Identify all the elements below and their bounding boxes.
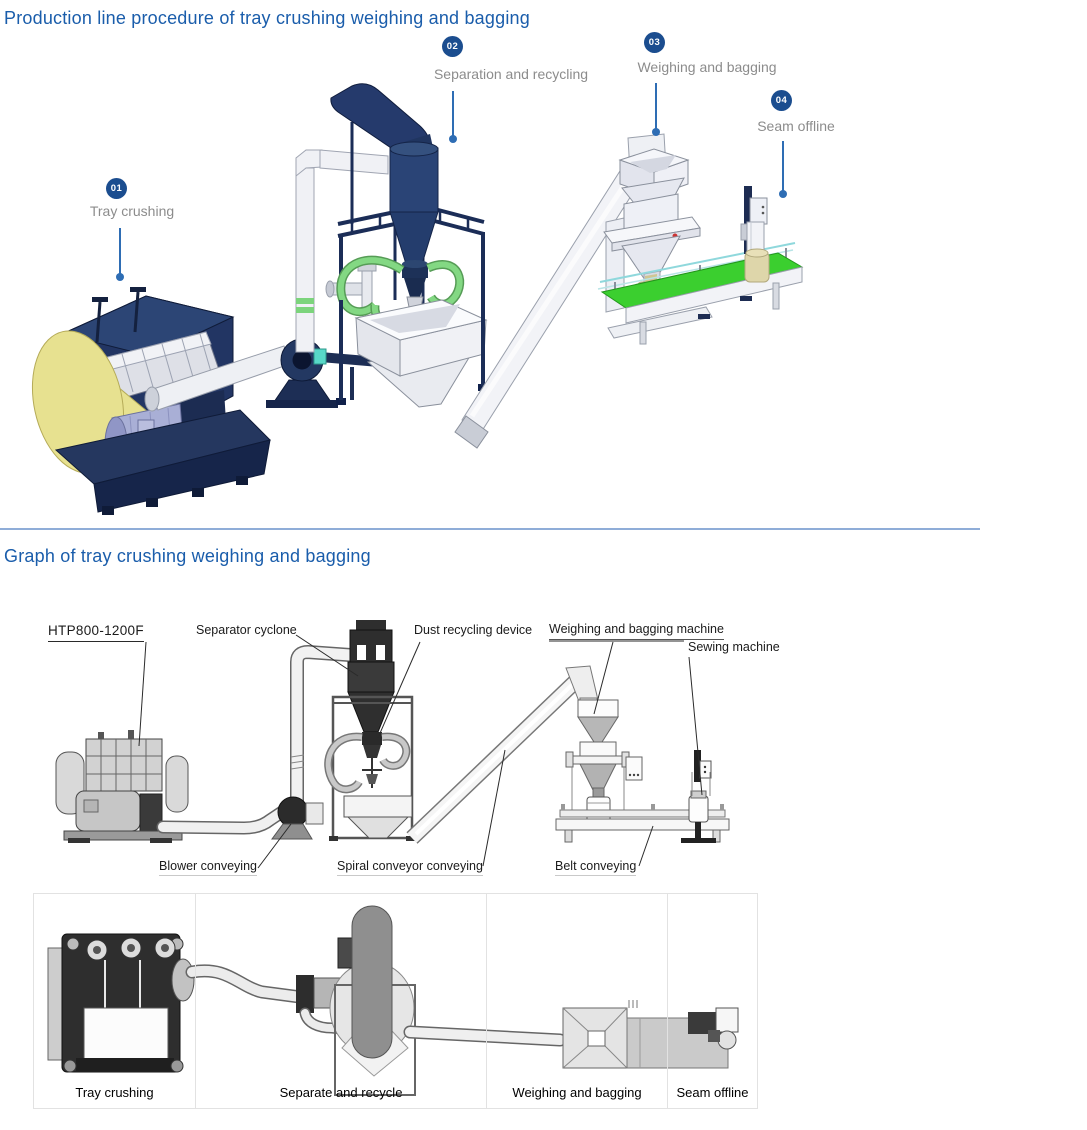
weighing-bagging-machine-label: Weighing and bagging machine: [549, 623, 724, 640]
machine-model-label: HTP800-1200F: [48, 624, 144, 642]
graph-section-title: Graph of tray crushing weighing and bagging: [4, 546, 371, 566]
sewing-machine-label: Sewing machine: [688, 640, 780, 654]
step-label: Weighing and bagging: [637, 59, 777, 75]
blower-conveying-label: Blower conveying: [159, 860, 257, 876]
separator-cyclone-label: Separator cyclone: [196, 623, 297, 637]
step-label: Separation and recycling: [433, 66, 589, 82]
spiral-conveyor-conveying-label: Spiral conveyor conveying: [337, 860, 483, 876]
step-number-badge: 02: [442, 36, 463, 57]
stage-label: Separate and recycle: [279, 1085, 403, 1100]
stage-label: Weighing and bagging: [512, 1085, 642, 1100]
step-number-badge: 04: [771, 90, 792, 111]
belt-conveying-label: Belt conveying: [555, 860, 636, 876]
belt-conveyor-illustration: [598, 243, 802, 344]
step-label: Seam offline: [757, 118, 835, 134]
procedure-section-title: Production line procedure of tray crushing weighing and bagging: [4, 8, 530, 28]
step-number-badge: 01: [106, 178, 127, 199]
stage-label: Seam offline: [676, 1085, 749, 1100]
dust-recycling-device-label: Dust recycling device: [414, 623, 533, 637]
stage-label: Tray crushing: [75, 1085, 154, 1100]
tech-drawing-weighing-machine: [566, 700, 642, 823]
tech-drawing-blower: [163, 652, 350, 839]
strip-drawing-separate-recycle: [192, 906, 560, 1095]
sewing-machine-illustration: [741, 186, 769, 282]
step-number-badge: 03: [644, 32, 665, 53]
step-label: Tray crushing: [89, 203, 175, 219]
strip-drawing-tray-crushing: [48, 934, 194, 1072]
